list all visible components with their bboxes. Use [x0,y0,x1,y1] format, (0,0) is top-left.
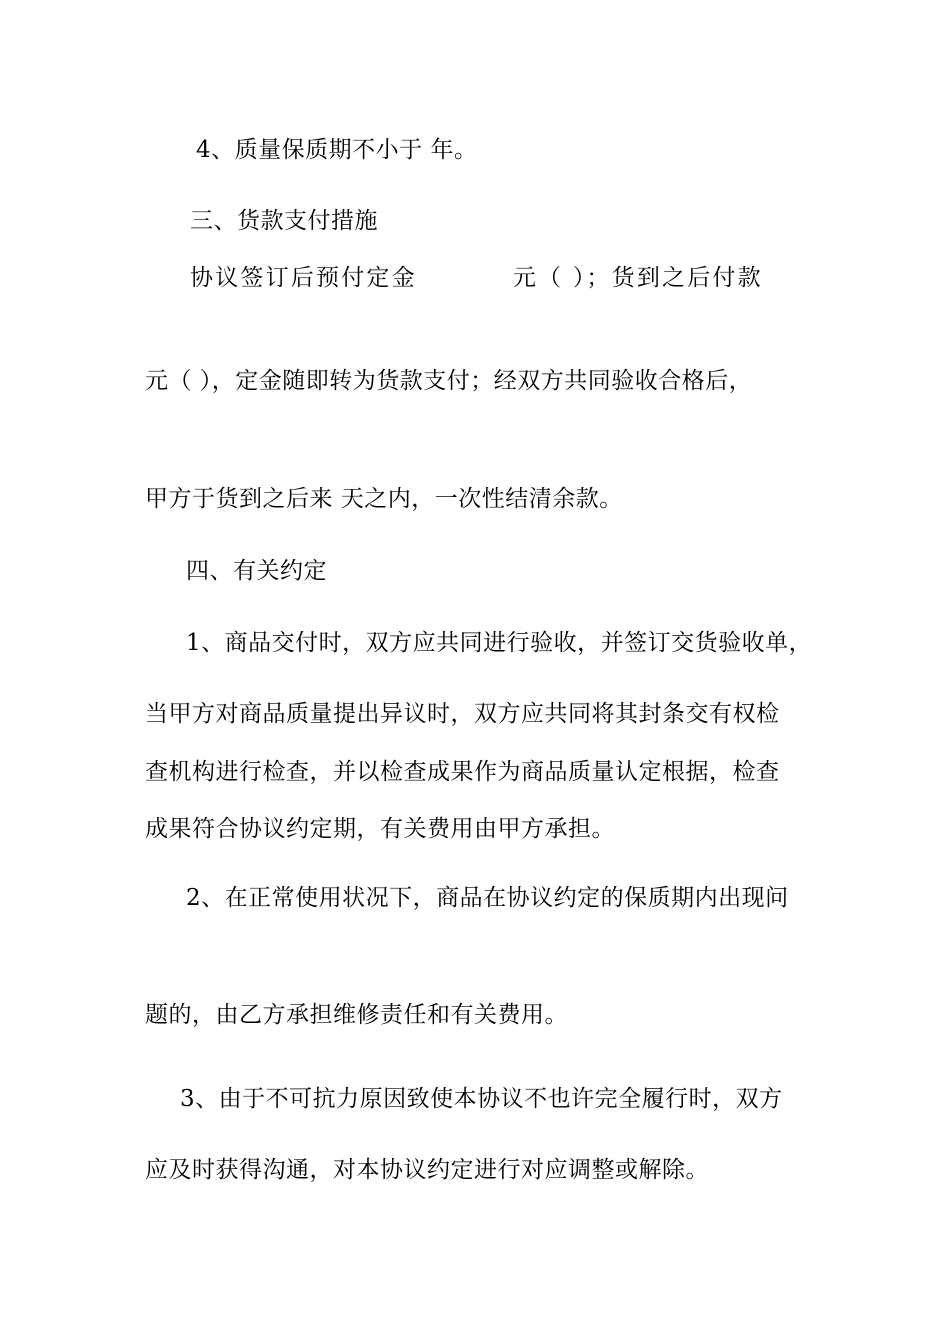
clause-2-line-2: 题的，由乙方承担维修责任和有关费用。 [145,1002,568,1028]
deposit-text: 协议签订后预付定金 [190,265,417,291]
payment-text: 元（ ）；货到之后付款 [512,265,763,291]
clause-1-line-2: 当甲方对商品质量提出异议时，双方应共同将其封条交有权检 [145,701,780,727]
clause-3-line-1: 3、由于不可抗力原因致使本协议不也许完全履行时，双方 [180,1086,783,1112]
quality-warranty-line: 4、质量保质期不小于 年。 [196,137,478,163]
section-3-heading: 三、货款支付措施 [190,208,378,234]
clause-2-line-1: 2、在正常使用状况下，商品在协议约定的保质期内出现问 [186,885,789,911]
clause-3-line-2: 应及时获得沟通，对本协议约定进行对应调整或解除。 [145,1157,709,1183]
clause-1-line-1: 1、商品交付时，双方应共同进行验收，并签订交货验收单， [186,630,813,656]
settlement-line: 甲方于货到之后来 天之内，一次性结清余款。 [145,486,623,512]
clause-1-line-4: 成果符合协议约定期，有关费用由甲方承担。 [145,816,615,842]
section-4-heading: 四、有关约定 [186,558,327,584]
payment-line: 元（ ），定金随即转为货款支付；经双方共同验收合格后， [145,368,753,394]
clause-1-line-3: 查机构进行检查，并以检查成果作为商品质量认定根据，检查 [145,759,780,785]
deposit-line [190,263,763,293]
